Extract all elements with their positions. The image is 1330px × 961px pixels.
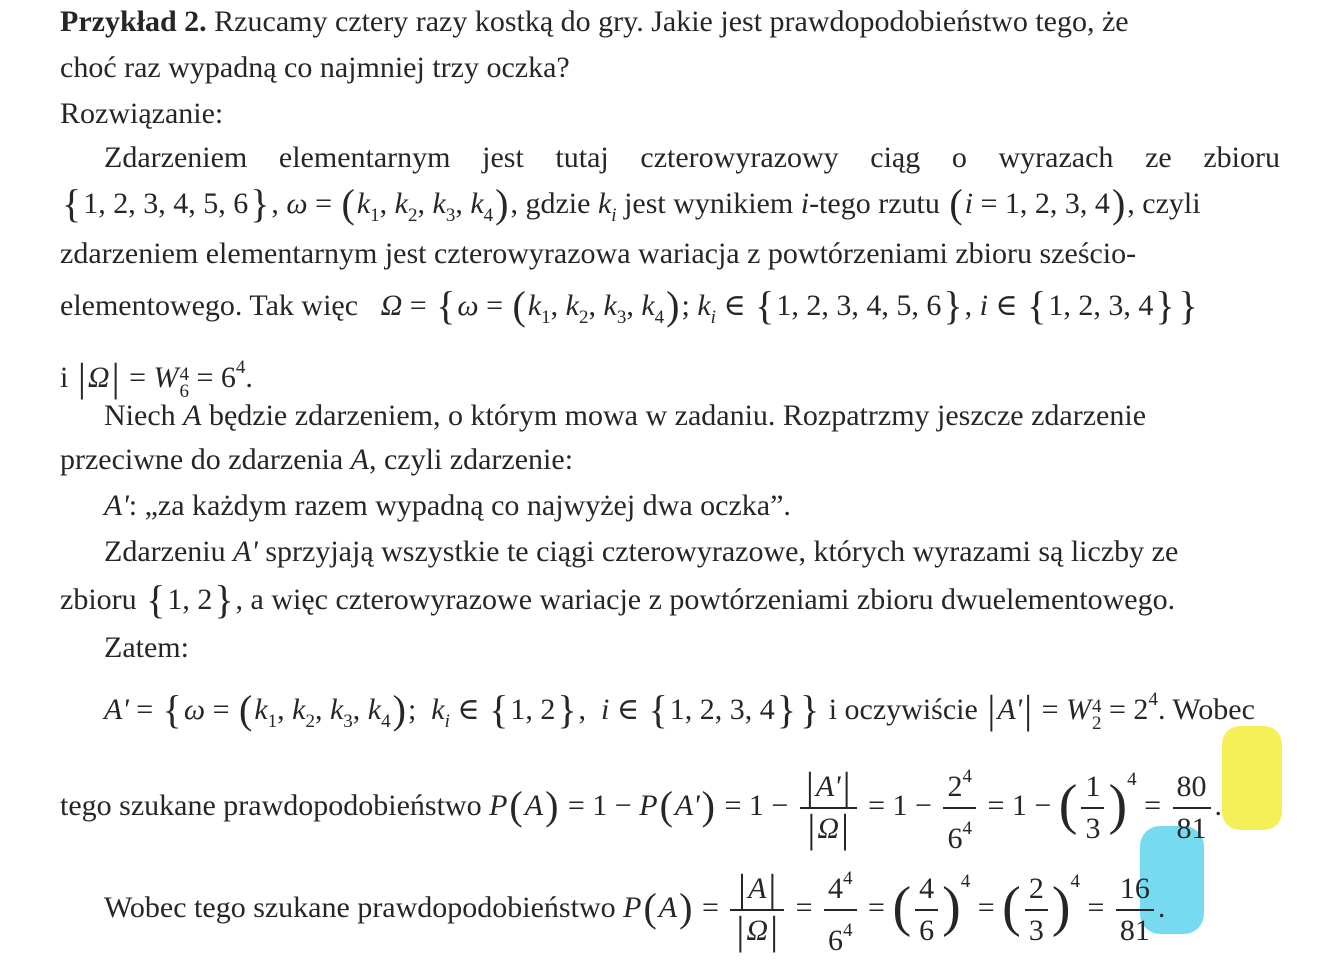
A-symbol: A	[748, 872, 767, 906]
A-symbol: A	[183, 399, 202, 432]
answer-1-numerator: 80	[1173, 767, 1211, 809]
A-prime-symbol: A'	[997, 693, 1023, 726]
quote-line	[104, 488, 791, 524]
answer-1-denominator: 81	[1176, 812, 1207, 846]
omega-symbol: ω	[457, 289, 479, 322]
sup: 4	[1070, 871, 1080, 892]
jest-wynikiem: jest wynikiem	[624, 187, 794, 220]
sub: 1	[267, 711, 278, 732]
probability-line-2: Wobec tego szukane prawdopodobieństwo P(A) = $\frac{|A|}{|\Omega|}$ = $\frac{4^4}{6^4}$ = ( $\frac{4}{6}$ )$^4$ = ( $\frac{2}{3}$ )$^4$ = $\frac{16}{81}$ .	[104, 832, 1165, 961]
A-symbol: A	[350, 443, 369, 476]
set-1-4: 1, 2, 3, 4	[1048, 289, 1154, 322]
A-prime-symbol: A'	[233, 535, 258, 568]
i-var: i	[800, 187, 810, 220]
fraction	[730, 866, 784, 954]
denominator: 6	[919, 914, 935, 948]
zbioru: zbioru	[60, 583, 137, 616]
A-prime-symbol: A'	[674, 789, 700, 822]
numerator: 2	[1025, 869, 1048, 911]
sup: 4	[1148, 689, 1158, 710]
gdzie-text: , gdzie	[510, 187, 591, 220]
sup: 4	[1092, 696, 1102, 717]
para3-text-2: , a więc czterowyrazowe wariacje z powtórzeniami zbioru dwuelementowego.	[235, 583, 1176, 616]
A-prime-symbol: A'	[815, 770, 841, 804]
P-symbol: P	[623, 891, 642, 924]
sub: 1	[370, 205, 380, 226]
base: 6	[828, 924, 844, 958]
wobec-text: Wobec tego szukane prawdopodobieństwo	[104, 891, 616, 924]
solution-label: Rozwiązanie:	[60, 97, 224, 130]
para2-line2	[60, 442, 573, 478]
answer-2-numerator: 16	[1116, 869, 1154, 911]
denominator: |Ω|	[807, 806, 850, 852]
example-label: Przykład 2.	[60, 5, 207, 38]
probability-line-1: tego szukane prawdopodobieństwo P(A) = 1 − P(A') = 1 − $\frac{|A'|}{|\Omega|}$ = 1 − $\frac{2^4}{6^4}$ = 1 − ( $\frac{1}{3}$ )$^4$ = $\frac{80}{81}$ .	[60, 730, 1222, 859]
i-var: i	[601, 693, 610, 726]
Omega-symbol: Ω	[87, 361, 110, 394]
tego-rzutu: -tego rzutu	[809, 187, 940, 220]
supsub	[180, 366, 190, 400]
example-text: Rzucamy cztery razy kostką do gry. Jakie jest prawdopodobieństwo tego, że	[214, 5, 1129, 38]
A-symbol: A	[524, 789, 544, 822]
eq-2: = 2	[1109, 693, 1149, 726]
A-prime-symbol: A'	[104, 693, 129, 726]
zdarzeniu: Zdarzeniu	[104, 535, 226, 568]
sub: 2	[579, 307, 589, 328]
omega-symbol: ω	[183, 693, 206, 726]
denominator	[824, 911, 857, 961]
sub: i	[611, 205, 617, 226]
k-var: k	[254, 693, 268, 726]
para1-line1: Zdarzeniem elementarnym jest tutaj czterowyrazowy ciąg o wyrazach ze zbioru	[104, 141, 1280, 174]
A-prime-symbol: A'	[104, 489, 129, 522]
set-1-2: 1, 2	[167, 583, 213, 616]
W-symbol: W	[153, 361, 179, 394]
k-var: k	[356, 187, 371, 220]
numerator	[824, 859, 857, 911]
para1-line5: i |Ω| = W 4 6 = $6^4$.	[60, 355, 253, 402]
sub: 3	[616, 307, 627, 328]
wobec: . Wobec	[1157, 693, 1255, 726]
numerator: 1	[1081, 767, 1104, 809]
quote-text: : „za każdym razem wypadną co najwyżej dwa oczka”.	[128, 489, 791, 522]
sub: 4	[483, 205, 494, 226]
sub: 4	[381, 711, 391, 732]
k-var: k	[527, 289, 542, 322]
set-1-6: 1, 2, 3, 4, 5, 6	[776, 289, 942, 322]
numerator: 4	[915, 869, 938, 911]
para2-text: będzie zdarzeniem, o którym mowa w zadaniu. Rozpatrzmy jeszcze zdarzenie	[208, 399, 1147, 432]
base: 4	[828, 872, 844, 906]
P-symbol: P	[489, 789, 508, 822]
czyli: , czyli	[1127, 187, 1201, 220]
czyli-zdarzenie: , czyli zdarzenie:	[368, 443, 574, 476]
k-var: k	[641, 289, 655, 322]
numerator	[943, 757, 976, 809]
przeciwne: przeciwne do zdarzenia	[60, 443, 344, 476]
sup: 4	[960, 871, 971, 892]
fraction	[824, 859, 857, 961]
Omega-symbol: Ω	[746, 914, 769, 948]
base: 6	[947, 822, 963, 856]
sup: 4	[962, 818, 972, 840]
P-symbol: P	[639, 789, 658, 822]
para1-line3: zdarzeniem elementarnym jest czterowyrazowa wariacja z powtórzeniami zbioru sześcio-	[60, 237, 1137, 270]
eq-6: = 6	[196, 361, 236, 394]
fraction	[915, 869, 938, 951]
A-prime-definition: $A' = \{\omega = (k_1$, $k_2$, $k_3$, $k_4$); $k_i$ ∈ {1, 2}, i ∈ {1, 2, 3, 4} } i oczywiście |A'| = W 4 2 = $2^4$. Wobec	[104, 687, 1255, 734]
sub: 6	[179, 381, 189, 402]
sup: 4	[179, 364, 189, 385]
W-symbol: W	[1066, 693, 1092, 726]
sub: 3	[343, 711, 353, 732]
numerator: |A|	[730, 869, 784, 911]
denominator: 3	[1028, 914, 1044, 948]
sub: 1	[541, 307, 551, 328]
sub: 2	[1092, 713, 1102, 734]
k-var: k	[394, 187, 408, 220]
para2-line1	[104, 398, 1146, 434]
sup: 4	[962, 766, 972, 788]
i-var: i	[979, 289, 988, 322]
sup: 4	[843, 868, 853, 890]
sup: 4	[235, 357, 246, 378]
sup: 4	[843, 920, 853, 942]
k-var: k	[431, 693, 445, 726]
i-var: i	[964, 187, 974, 220]
sub: i	[710, 307, 716, 328]
sub: 2	[408, 205, 418, 226]
para3-text: sprzyjają wszystkie te ciągi czterowyrazowe, których wyrazami są liczby ze	[265, 535, 1179, 568]
base: 2	[947, 770, 963, 804]
k-var: k	[367, 693, 382, 726]
tak-wiec: elementowego. Tak więc	[60, 289, 359, 322]
supsub	[1092, 698, 1102, 732]
A-symbol: A	[658, 891, 678, 924]
sub: 3	[445, 205, 456, 226]
set-1-4: 1, 2, 3, 4	[669, 693, 775, 726]
niech: Niech	[104, 399, 176, 432]
Omega-symbol: Ω	[380, 289, 403, 322]
sup: 4	[1127, 769, 1137, 790]
answer-2-denominator: 81	[1119, 914, 1150, 948]
i-list: = 1, 2, 3, 4	[980, 187, 1110, 220]
omega-symbol: ω	[286, 187, 308, 220]
conj-i: i	[60, 361, 69, 394]
para1-line2: {1, 2, 3, 4, 5, 6}, $\omega = (k_1$, $k_2$, $k_3$, $k_4$), gdzie $k_i$ jest wynikiem i-tego rzutu (i = 1, 2, 3, 4), czyli	[62, 181, 1201, 226]
set-1-6: 1, 2, 3, 4, 5, 6	[83, 187, 249, 220]
k-var: k	[329, 693, 344, 726]
k-var: k	[292, 693, 306, 726]
zatem-label: Zatem:	[104, 631, 189, 664]
answer-fraction-1	[1173, 767, 1211, 849]
set-1-2: 1, 2	[510, 693, 556, 726]
oczywiscie: i oczywiście	[828, 693, 978, 726]
para3-line2: zbioru {1, 2}, a więc czterowyrazowe wariacje z powtórzeniami zbioru dwuelementowego.	[60, 577, 1176, 622]
numerator: |A'|	[800, 767, 857, 809]
para3-line1	[104, 534, 1178, 570]
k-var: k	[603, 289, 617, 322]
k-var: k	[697, 289, 711, 322]
sub: i	[444, 711, 450, 732]
fraction	[1025, 869, 1048, 951]
k-var: k	[565, 289, 579, 322]
example-title-line	[60, 4, 1129, 40]
denominator: |Ω|	[736, 908, 779, 954]
Omega-symbol: Ω	[817, 812, 840, 846]
tego-text: tego szukane prawdopodobieństwo	[60, 789, 482, 822]
yellow-highlight	[1222, 726, 1282, 830]
sub: 2	[305, 711, 315, 732]
sub: 4	[654, 307, 665, 328]
example-title-line-2: choć raz wypadną co najmniej trzy oczka?	[60, 51, 570, 84]
k-var: k	[432, 187, 446, 220]
k-var: k	[597, 187, 612, 220]
k-var: k	[470, 187, 484, 220]
answer-fraction-2	[1116, 869, 1154, 951]
para1-line4: elementowego. Tak więc $\Omega = \{\omega = (k_1$, $k_2$, $k_3$, $k_4$); $k_i$ ∈ {1, 2, 3, 4, 5, 6}, i ∈ {1, 2, 3, 4} }	[60, 283, 1198, 328]
denominator: 3	[1085, 812, 1101, 846]
